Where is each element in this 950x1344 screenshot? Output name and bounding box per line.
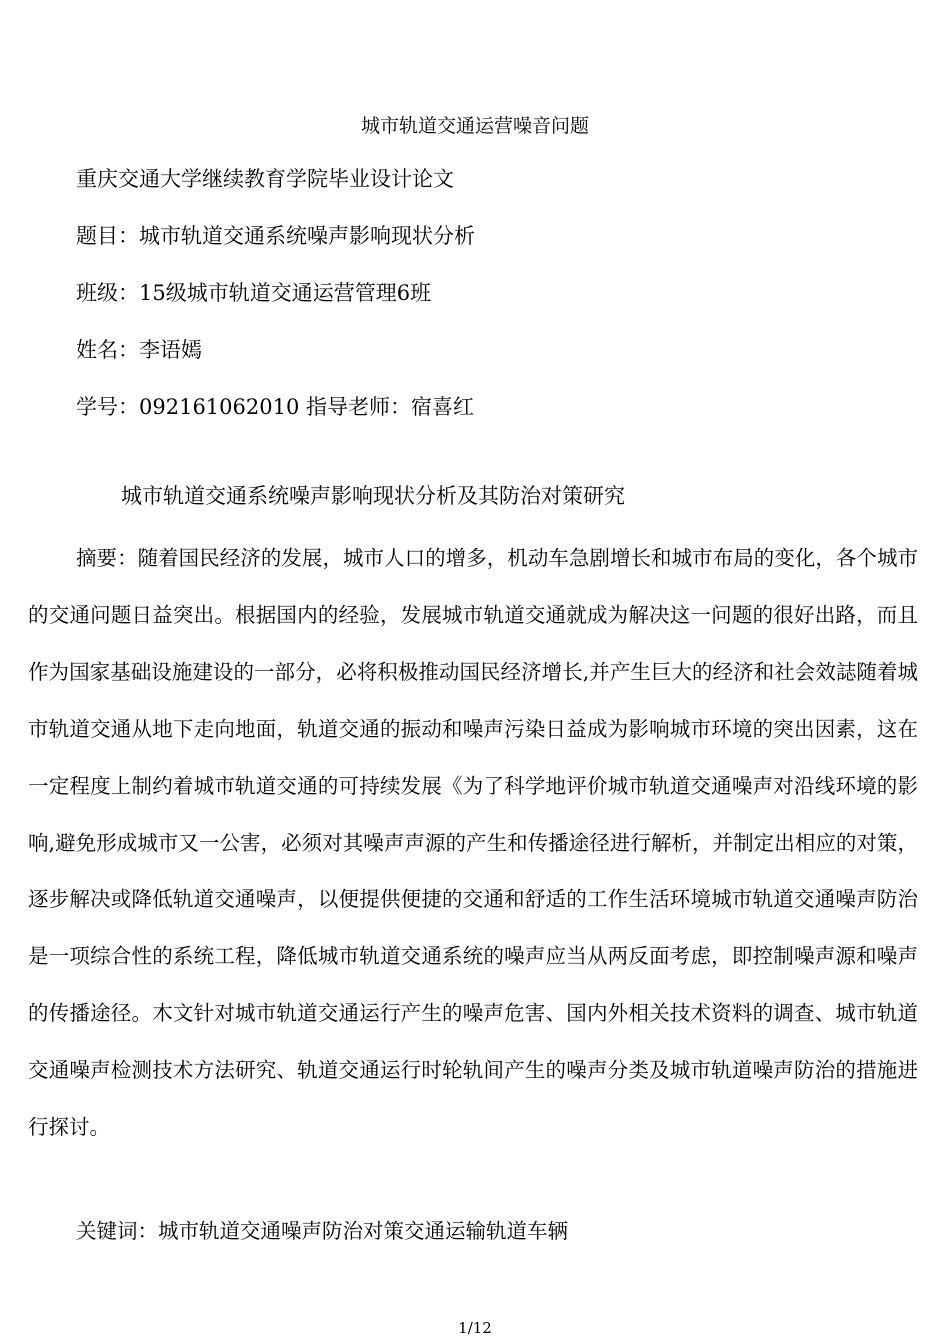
thesis-topic-line: 题目：城市轨道交通系统噪声影响现状分析 bbox=[76, 224, 475, 248]
page-number: 1/12 bbox=[458, 1319, 492, 1337]
class-line: 班级：15级城市轨道交通运营管理6班 bbox=[76, 281, 432, 305]
document-header-title: 城市轨道交通运营噪音问题 bbox=[360, 115, 589, 137]
keywords-line: 关键词：城市轨道交通噪声防治对策交通运输轨道车辆 bbox=[76, 1219, 568, 1243]
student-name-line: 姓名：李语嫣 bbox=[76, 338, 202, 362]
school-thesis-line: 重庆交通大学继续教育学院毕业设计论文 bbox=[76, 167, 454, 191]
abstract-paragraph: 摘要：随着国民经济的发展，城市人口的增多，机动车急剧增长和城市布局的变化，各个城市的交通问题日益突出。根据国内的经验，发展城市轨道交通就成为解决这一问题的很好出路，而且作为国家基础设施建设的一部分，必将积极推动国民经济增长,并产生巨大的经济和社会效誌随着城市轨道交通从地下走向地面，轨道交通的振动和噪声污染日益成为影响城市环境的突出因素，这在一定程度上制约着城市轨道交通的可持续发展《为了科学地评价城市轨道交通噪声对沿线环境的影响,避免形成城市又一公害，必须对其噪声声源的产生和传播途径进行解析，并制定出相应的对策，逐步解决或降低轨道交通噪声，以便提供便捷的交通和舒适的工作生活环境城市轨道交通噪声防治是一项综合性的系统工程，降低城市轨道交通系统的噪声应当从两反面考虑，即控制噪声源和噪声的传播途径。木文针对城市轨道交通运行产生的噪声危害、国内外相关技术资料的调查、城市轨道交通噪声检测技术方法研究、轨道交通运行时轮轨间产生的噪声分类及城市轨道噪声防治的措施进行探讨。 bbox=[28, 546, 918, 1140]
paper-title: 城市轨道交通系统噪声影响现状分析及其防治对策研究 bbox=[121, 484, 625, 508]
student-id-advisor-line: 学号：092161062010 指导老师：宿喜红 bbox=[76, 395, 475, 419]
